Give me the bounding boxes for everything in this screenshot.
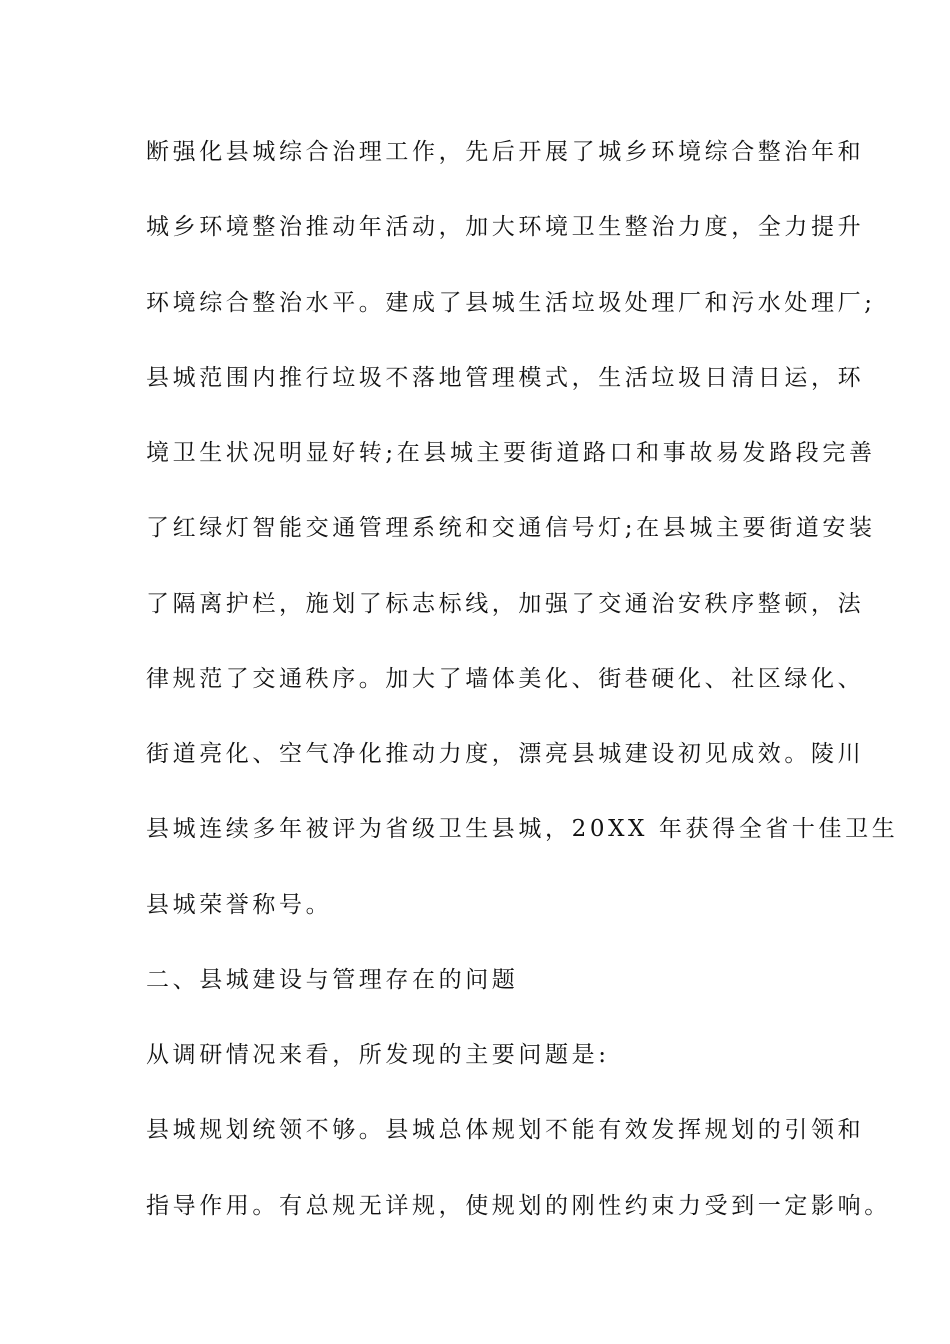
paragraph-line: 城乡环境整治推动年活动，加大环境卫生整治力度，全力提升: [146, 214, 865, 240]
paragraph-line: 从调研情况来看，所发现的主要问题是:: [146, 1042, 610, 1068]
paragraph-line: 断强化县城综合治理工作，先后开展了城乡环境综合整治年和: [146, 139, 865, 165]
paragraph-line: 环境综合整治水平。建成了县城生活垃圾处理厂和污水处理厂;: [146, 290, 876, 316]
paragraph-line: 律规范了交通秩序。加大了墙体美化、街巷硬化、社区绿化、: [146, 666, 865, 692]
paragraph-line: 了红绿灯智能交通管理系统和交通信号灯;在县城主要街道安装: [146, 515, 876, 541]
paragraph-line: 指导作用。有总规无详规，使规划的刚性约束力受到一定影响。: [146, 1193, 891, 1219]
paragraph-line: 县城连续多年被评为省级卫生县城，20XX 年获得全省十佳卫生: [146, 816, 899, 842]
paragraph-line: 了隔离护栏，施划了标志标线，加强了交通治安秩序整顿，法: [146, 591, 865, 617]
paragraph-line: 街道亮化、空气净化推动力度，漂亮县城建设初见成效。陵川: [146, 741, 865, 767]
paragraph-line: 县城范围内推行垃圾不落地管理模式，生活垃圾日清日运，环: [146, 365, 865, 391]
paragraph-line: 境卫生状况明显好转;在县城主要街道路口和事故易发路段完善: [146, 440, 876, 466]
paragraph-line: 县城规划统领不够。县城总体规划不能有效发挥规划的引领和: [146, 1117, 865, 1143]
paragraph-line: 县城荣誉称号。: [146, 892, 333, 918]
section-heading: 二、县城建设与管理存在的问题: [146, 967, 519, 993]
